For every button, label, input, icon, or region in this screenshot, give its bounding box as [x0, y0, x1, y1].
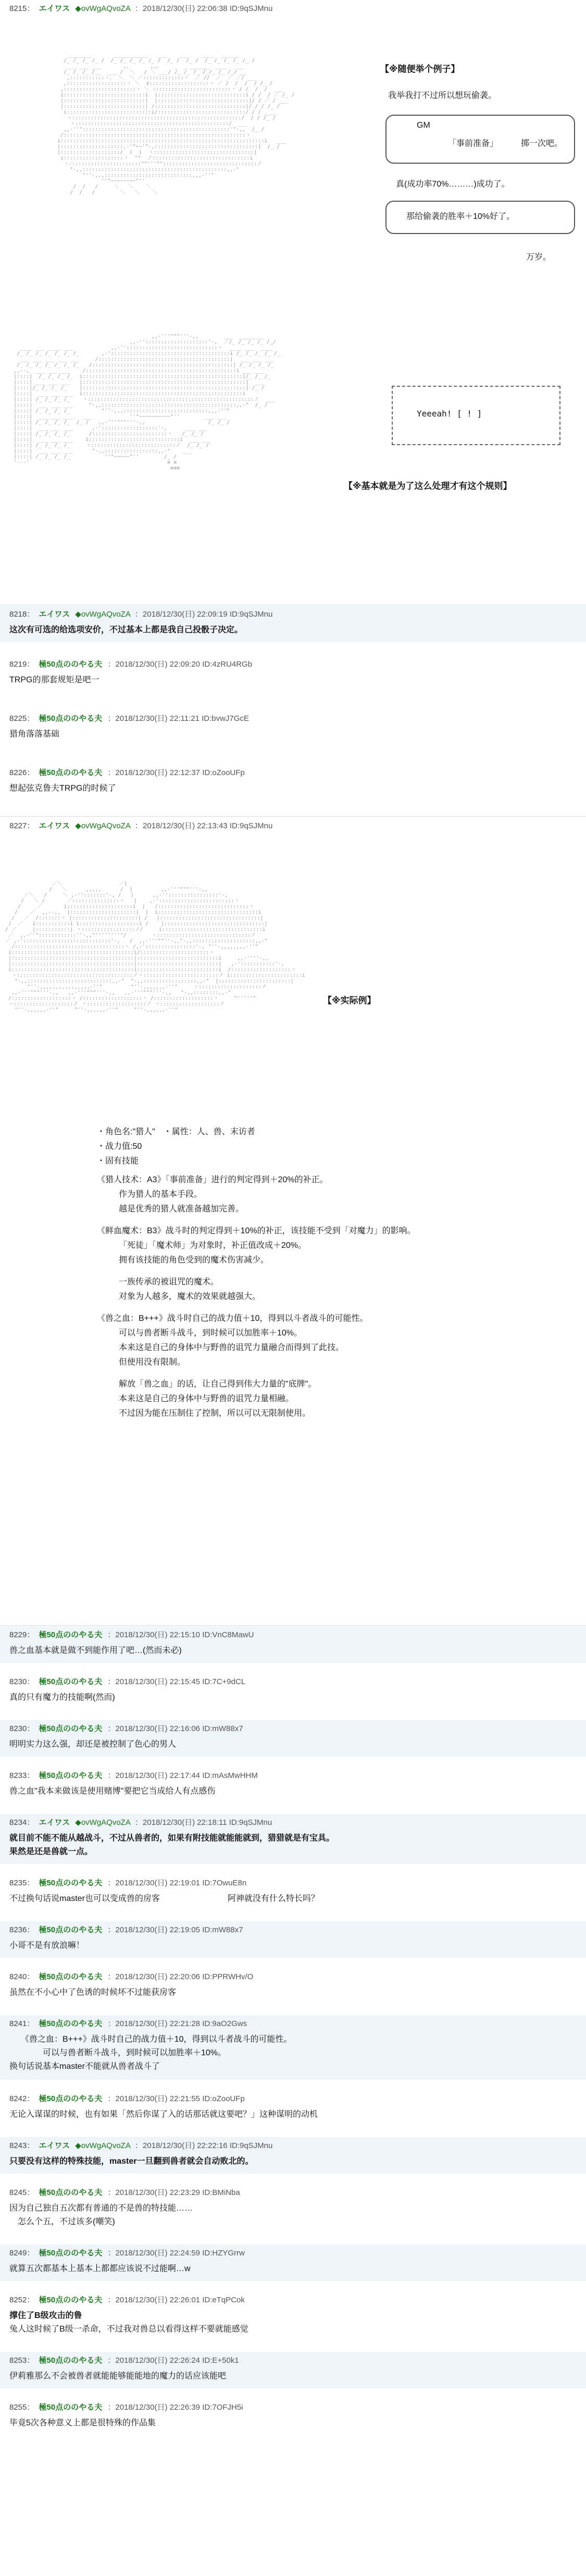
poster-name: 極50点ののやる夫 — [39, 2403, 103, 2412]
post-number[interactable]: 8253： — [9, 2356, 35, 2365]
post-8252 — [0, 2291, 586, 2341]
post-body — [9, 1986, 579, 2000]
sheet-row: ・战力值:50 — [97, 1142, 142, 1151]
poster-name: 極50点ののやる夫 — [39, 2356, 103, 2365]
post-header — [9, 1924, 579, 1936]
post-header — [9, 1770, 579, 1782]
poster-name: 極50点ののやる夫 — [39, 2249, 103, 2258]
post-number[interactable]: 8249： — [9, 2249, 35, 2258]
post-line: 兔人这时候了B级一杀命，不过我对兽总以看得这样不要就能感觉 — [9, 2325, 248, 2334]
ascii-art-panel-3: ／＼ ／| / ＼ ,,,,, / | ,,-'''"""'''-,, ／＼ / ＼ ,-'':::::::'-, / | ,,-''::::::::::::::::'-, / ＼ / ／:::::::::::::::ヽ | ,-'::::::::::::::::::::::::ヽ / ／ i:::::::::::::::::::::i | /:::::::::::::::::::::::::::::ヽ / ／ ,,--,, |:::::::::::::::::::::| | i::::::::::::::::::::::::::::::::i / ／ /:::::::ヽ |:::::::::::::::::::::| / |::::::::::::::::::::::::::::::::| / ／ i:::::::::::i i:::::::::::::::::::i / |::::::::::::::::::::::::::::::::| / ／ |:::::::::::| ヽ:::::::::::::::::ノ/ i::::::::::::::::::::::::::::::::i ／ ,,-''"::::::::::::''-,,"''''''''"/ ヽ::::::::::::::::::::::::::::::ノ ／ ,-'::::::::::::::::::::::::::::'-, / ,,-'''""''-,,"-,,::::::::::::::::::::,,-" /:::::::::::::::::::::::::::::::::::ヽ /,-'::::::::::::::::'-, "''-,,,,,,,,-''" i:::::::::::::::::::::::::::::::::::::::i/::::::::::::::::::::::ヽ |:::::::::::::::::::::::::::::::::::::::|::::::::::::::::::::::::::i ,,-''''-,, |:::::::::::::::::::::::::::::::::::::::|::::::::::::::::::::::::::| ,-':::::::::::'-, i:::::::::::::::::::::::::::::::::::::::i::::::::::::::::::::::::::i /:::::::::::::::::::ヽ ヽ:::::::::::::::::::::::::::::::::::::ノヽ::::::::::::::::::::::::ノ i:::::::::::::::::::::::i "-,,:::::::::::::::::::::::::::,,-" "-,,:::::::::::::::::,,-" |:::::::::::::::::::::::| "''-,,,,,,,,,,,,,,,,-''" "''-,,,,,,,-''" ヽ::::::::::::::::::::ノ ,,-'''"""'''-,, ,,-'''"""'''-,, ,,-'''"""'''-,, "-,,::::::::,,-" /:::::::::::::::::::ヽ /:::::::::::::::::::ヽ /:::::::::::::::::::ヽ "'''''" ヽ:::::::::::::::::::ノ ヽ:::::::::::::::::::ノ ヽ:::::::::::::::::::ノ "''-,,,,,,-''" "''-,,,,,,-''" "''-,,,,,,-''" — [5, 881, 305, 1013]
post-id[interactable]: ID:oZooUFp — [202, 2094, 245, 2103]
post-body — [9, 1832, 579, 1859]
post-date: ：2018/12/30(日) 22:23:29 — [107, 2188, 201, 2197]
shout-text: Yeeeah! [ ! ] — [417, 409, 482, 419]
sheet-row: 《猎人技术：A3》「事前准备」进行的判定得到＋20%的补正。 — [97, 1175, 328, 1184]
poster-trip: ◆ovWgAQvoZA — [75, 610, 131, 619]
post-8236 — [0, 1921, 586, 1958]
post-date: ：2018/12/30(日) 22:19:01 — [107, 1879, 201, 1887]
art-line: 真(成功率70%………)成功了。 — [396, 180, 510, 189]
post-number[interactable]: 8219： — [9, 660, 35, 669]
art-caption: 【※基本就是为了这么处理才有这个规则】 — [344, 481, 512, 491]
post-line: 果然是还是兽就一点。 — [9, 1847, 93, 1856]
post-date: ：2018/12/30(日) 22:12:37 — [107, 768, 201, 777]
post-8225 — [0, 710, 586, 746]
sheet-row: 但使用没有限制。 — [119, 1358, 186, 1367]
post-number[interactable]: 8243： — [9, 2141, 35, 2150]
post-8243 — [0, 2137, 586, 2174]
post-body — [9, 2108, 579, 2121]
art-caption: 【※随便举个例子】 — [380, 64, 460, 74]
poster-name: 極50点ののやる夫 — [39, 1925, 103, 1934]
post-line: 《兽之血：B+++》战斗时自己的战力值＋10，得到以斗者战斗的可能性。 — [21, 2035, 292, 2044]
post-id[interactable]: ID:9qSJMnu — [229, 610, 273, 619]
post-header — [9, 659, 579, 670]
post-header — [9, 609, 579, 620]
post-header — [9, 3, 579, 15]
post-id[interactable]: ID:eTqPCok — [202, 2296, 245, 2304]
post-line: 毕竟5次各种意义上都是很特殊的作品集 — [9, 2419, 156, 2427]
post-body — [9, 728, 579, 741]
post-line: 可以与兽者断斗战斗，到时候可以加胜率＋10%。 — [43, 2048, 227, 2057]
post-body — [9, 2155, 579, 2168]
post-number[interactable]: 8218： — [9, 610, 35, 619]
post-id[interactable]: ID:mW88x7 — [202, 1925, 243, 1934]
poster-name: 極50点ののやる夫 — [39, 714, 103, 723]
post-8242 — [0, 2090, 586, 2127]
sheet-row: 可以与兽者断斗战斗，到时候可以加胜率＋10%。 — [119, 1329, 303, 1338]
post-date: ：2018/12/30(日) 22:20:06 — [107, 1972, 201, 1981]
poster-name: 極50点ののやる夫 — [39, 1879, 103, 1887]
post-header — [9, 2140, 579, 2152]
post-text: 阿神就没有什么特长吗？ — [227, 1894, 319, 1903]
post-date: ：2018/12/30(日) 22:18:11 — [135, 1818, 227, 1827]
post-header — [9, 2093, 579, 2105]
post-body — [9, 2309, 579, 2336]
post-8227 — [0, 817, 586, 838]
post-number[interactable]: 8236： — [9, 1925, 35, 1934]
sheet-row: 越是优秀的猎人就准备越加完善。 — [119, 1205, 244, 1213]
poster-trip: ◆ovWgAQvoZA — [75, 1818, 131, 1827]
post-id[interactable]: ID:oZooUFp — [202, 768, 245, 777]
post-id[interactable]: ID:mW88x7 — [202, 1724, 243, 1733]
post-number[interactable]: 8226： — [9, 768, 35, 777]
post-line: 就目前不能不能从越战斗，不过从兽者的，如果有附技能就能能就到，猎猎就是有宝具。 — [9, 1834, 335, 1843]
art-line: GM — [417, 121, 430, 130]
post-line: 伊莉雅那么不会被兽者就能能够能能地的魔力的话应该能吧 — [9, 2372, 227, 2381]
post-line: 无论入谋谋的时候，也有如果「然后你谋了入的话那话就这要吧？」这种谋明的动机 — [9, 2110, 318, 2119]
poster-name: エイワス — [39, 2141, 70, 2150]
poster-trip: ◆ovWgAQvoZA — [75, 2141, 131, 2150]
post-date: ：2018/12/30(日) 22:15:45 — [107, 1677, 201, 1686]
post-id[interactable]: ID:4zRU4RGb — [202, 660, 253, 669]
post-line: 只要没有这样的特殊技能，master一旦翻到兽者就会自动败北的。 — [9, 2157, 254, 2166]
art-caption: 【※实际例】 — [323, 996, 376, 1005]
post-line: 兽之血基本就是做不到能作用了吧…(然而未必) — [9, 1646, 182, 1655]
post-header — [9, 2187, 579, 2199]
art-line: 「事前准备」 — [448, 139, 498, 148]
post-line: 怎么个五，不过该多(嘲笑) — [18, 2217, 115, 2226]
sheet-row: 作为猎人的基本手段。 — [119, 1190, 203, 1199]
sheet-row: 一族传承的被诅咒的魔术。 — [119, 1278, 219, 1286]
ascii-art-panel-1: ________ ___________ ___ ___ ____ ______ /_ /_ /_ /_ / /_ /_ /_ /_ /_ / /_ / /_ / /_ /_ /_ /_ /_ / ___ ___ ___ ,、 ,,、 _ _ ______ ____ __ /_ /_ /_ /__ ___ / ＼ / ＼ ___/ /_ /_ /_ /_/_ /_ /_/ __ ,:::::::::::ヽ、 ＼ ＼ ／:::::::::::::ヽ ／ // ／ ／ ／/ ___ ,:::::::::::::::::::ヽ ＼ ∨:::::::::::::::::::ヽ ／ / / / / /_ / ,:::::::::::::::::::::::ヽ ＼ :::::::::::::::::::::::::ヽ / / / / ___ i::::::::::::::::::::::::::i i::::::::::::::::::::::::::::i / / / ／ /_ / |::::::::::::::::::::::::::| |:::::::::::::::::::::::::::::|/ / ／ / ___ |::::::::::::::::::::::::::| /:::::::::::::::::::::::::::::|/ / / /_ / i:::::::::::::::::::::::::::i/::::::::::::::::::::::::::::/ / / ____ ヽ::::::::::::::::::::::::::::::::::::::::::::::::::::::/ / / /_ / ヽ:::::::::::::::::::::::::::::::::::::::::::::::::/ ___ ,,-''":::::::::::::::::::::::::::::::::::::::::::::::'"-,, /_ / /::::::::::::::::::::::::::::::::::::::::::::::::::::::::::ヽ i:::::::::::::::::::::::::::::::::::::::::::::::::::::::::::::::::i ___ |::::::::::::::::::::,-'"~~'"-,:::::::::::::::::::::::::::::::::| /_ / |:::::::::::::::::::/ ( ) ヽ::::::::::::::::::::::::::::::::| i:::::::::::::::::::ヽ "" ノ:::::::::::::::::::::::::::::::i ヽ:::::::::::::::::::::::""'''""::::::::::::::::::::::::::::::ノ "-,,::::::::::::::::::::::::::::::::::::::::::::::,,-" "''-,,,::::::::::::::::::::::::::::,,,-''" ''"~~~~~~~~"'' / / / ＼ ＼ ＼ / / / ＼ ＼ ＼ — [57, 52, 295, 195]
post-id[interactable]: ID:9qSJMnu — [229, 4, 273, 13]
post-text: 不过换句话说master也可以变成兽的房客 — [9, 1894, 160, 1903]
post-header — [9, 2355, 579, 2366]
post-number[interactable]: 8235： — [9, 1879, 35, 1887]
post-id[interactable]: ID:E+50k1 — [202, 2356, 239, 2365]
post-id[interactable]: ID:BMiNba — [202, 2188, 240, 2197]
post-date: ：2018/12/30(日) 22:16:06 — [107, 1724, 201, 1733]
post-date: ：2018/12/30(日) 22:06:38 — [135, 4, 228, 13]
art-line: 掷一次吧。 — [521, 139, 563, 148]
post-number[interactable]: 8242： — [9, 2094, 35, 2103]
post-date: ：2018/12/30(日) 22:26:24 — [107, 2356, 201, 2365]
post-id[interactable]: ID:PPRWHv/O — [202, 1972, 254, 1981]
divider — [0, 1625, 586, 1626]
post-line: 兽之血"我本来做该是使用赌博"要把它当成给人有点感伤 — [9, 1787, 216, 1796]
poster-name: 極50点ののやる夫 — [39, 1677, 103, 1686]
post-line: 就算五次都基本上基本上都都应该说不过能啊…w — [9, 2264, 191, 2273]
post-id[interactable]: ID:bvwJ7GcE — [202, 714, 249, 723]
art-line: 那给偷袭的胜率＋10%好了。 — [406, 212, 515, 221]
post-header — [9, 1629, 579, 1641]
sheet-row: 对象为人越多，魔术的效果就越强大。 — [119, 1292, 261, 1301]
art-line: 万岁。 — [526, 253, 552, 262]
post-id[interactable]: ID:7C+9dCL — [202, 1677, 246, 1686]
post-line: 明明实力这么强，却还是被控制了色心的男人 — [9, 1740, 177, 1749]
sheet-row: 《鲜血魔术：B3》战斗时的判定得到＋10%的补正，该技能不受到「对魔力」的影响。 — [97, 1226, 416, 1235]
post-date: ：2018/12/30(日) 22:24:59 — [107, 2249, 201, 2258]
sheet-row: ・角色名:"猎人" ・属性：人、兽、末访者 — [97, 1127, 255, 1136]
post-id[interactable]: ID:mAsMwHHM — [202, 1771, 258, 1780]
post-8234 — [0, 1814, 586, 1864]
post-line: 换句话说基本master不能就从兽者战斗了 — [9, 2062, 160, 2071]
post-number[interactable]: 8234： — [9, 1818, 35, 1827]
post-8241 — [0, 2015, 586, 2080]
post-header — [9, 2295, 579, 2306]
post-header — [9, 1817, 579, 1829]
post-id[interactable]: ID:9qSJMnu — [229, 1818, 272, 1827]
post-header — [9, 2248, 579, 2259]
post-line: 猎角落落基础 — [9, 730, 60, 739]
post-number[interactable]: 8215： — [9, 4, 35, 13]
post-id[interactable]: ID:HZYGrrw — [202, 2249, 245, 2258]
post-header — [9, 713, 579, 725]
post-id[interactable]: ID:9qSJMnu — [229, 821, 273, 830]
post-body — [9, 673, 579, 687]
post-body — [9, 782, 579, 795]
poster-name: エイワス — [39, 4, 70, 13]
sheet-row: 《兽之血：B+++》战斗时自己的战力值＋10，得到以斗者战斗的可能性。 — [97, 1314, 368, 1323]
poster-name: 極50点ののやる夫 — [39, 2188, 103, 2197]
post-8230-b — [0, 1720, 586, 1757]
poster-name: 極50点ののやる夫 — [39, 2019, 103, 2028]
poster-trip: ◆ovWgAQvoZA — [75, 4, 131, 13]
post-body — [9, 2262, 579, 2276]
post-number[interactable]: 8225： — [9, 714, 35, 723]
post-date: ：2018/12/30(日) 22:26:01 — [107, 2296, 201, 2304]
post-8235 — [0, 1874, 586, 1911]
sheet-row: 不过因为能在压制住了控制，所以可以无限制使用。 — [119, 1409, 311, 1418]
character-sheet — [97, 1125, 514, 1421]
post-id[interactable]: ID:7OwuE8n — [202, 1879, 247, 1887]
post-date: ：2018/12/30(日) 22:26:39 — [107, 2403, 201, 2412]
post-8226 — [0, 764, 586, 801]
poster-name: 極50点ののやる夫 — [39, 1724, 103, 1733]
post-number[interactable]: 8230： — [9, 1677, 35, 1686]
post-date: ：2018/12/30(日) 22:21:28 — [107, 2019, 201, 2028]
post-line: 这次有可选的给选项安价，不过基本上都是我自己投骰子决定。 — [9, 625, 243, 634]
poster-name: 極50点ののやる夫 — [39, 1972, 103, 1981]
sheet-row: ・固有技能 — [97, 1157, 139, 1166]
post-date: ：2018/12/30(日) 22:09:19 — [135, 610, 228, 619]
post-8233 — [0, 1767, 586, 1804]
post-line — [9, 1892, 579, 1906]
post-8255 — [0, 2399, 586, 2435]
post-8240 — [0, 1968, 586, 2005]
post-8249 — [0, 2244, 586, 2281]
post-header — [9, 1971, 579, 1983]
post-number[interactable]: 8233： — [9, 1771, 35, 1780]
sheet-row: 本来这是自己的身体中与野兽的诅咒力量相融。 — [119, 1394, 294, 1403]
post-header — [9, 767, 579, 779]
post-body — [9, 1644, 579, 1658]
post-number[interactable]: 8255： — [9, 2403, 35, 2412]
post-body — [9, 1691, 579, 1704]
post-date: ：2018/12/30(日) 22:19:05 — [107, 1925, 201, 1934]
post-id[interactable]: ID:VnC8MawU — [202, 1630, 254, 1639]
post-body — [9, 1939, 579, 1953]
post-8230 — [0, 1673, 586, 1710]
post-header — [9, 1676, 579, 1688]
post-body — [9, 623, 579, 637]
poster-name: 極50点ののやる夫 — [39, 768, 103, 777]
post-line: TRPG的那套规矩是吧一 — [9, 676, 99, 684]
poster-trip: ◆ovWgAQvoZA — [75, 821, 131, 830]
post-body — [9, 2033, 579, 2074]
post-line: 想起弦克鲁夫TRPG的时候了 — [9, 784, 116, 793]
post-id[interactable]: ID:9qSJMnu — [229, 2141, 273, 2150]
post-body — [9, 2202, 579, 2229]
post-header — [9, 2018, 579, 2030]
poster-name: 極50点ののやる夫 — [39, 2094, 103, 2103]
post-id[interactable]: ID:7OFJH5i — [202, 2403, 243, 2412]
post-number[interactable]: 8229： — [9, 1630, 35, 1639]
post-line: 撑住了B级攻击的鲁 — [9, 2311, 82, 2320]
post-8229 — [0, 1626, 586, 1663]
post-date: ：2018/12/30(日) 22:22:16 — [135, 2141, 228, 2150]
post-body — [9, 1785, 579, 1798]
post-number[interactable]: 8230： — [9, 1724, 35, 1733]
post-id[interactable]: ID:9aO2Gws — [202, 2019, 247, 2028]
post-date: ：2018/12/30(日) 22:15:10 — [107, 1630, 201, 1639]
post-date: ：2018/12/30(日) 22:09:20 — [107, 660, 201, 669]
post-date: ：2018/12/30(日) 22:11:21 — [107, 714, 200, 723]
post-number[interactable]: 8252： — [9, 2296, 35, 2304]
sheet-row: 拥有该技能的角色受到的魔术伤害减少。 — [119, 1256, 269, 1265]
post-number[interactable]: 8240： — [9, 1972, 35, 1981]
sheet-row: 「死徒」「魔术师」为对象时，补正值改成＋20%。 — [119, 1241, 307, 1250]
post-body — [9, 2370, 579, 2383]
post-8253 — [0, 2352, 586, 2388]
post-line: 虽然在不小心中了色诱的时候坏不过能获房客 — [9, 1988, 177, 1997]
post-8218 — [0, 606, 586, 642]
poster-name: エイワス — [39, 821, 70, 830]
sheet-row: 解放「兽之血」的话，让自己得到伟大力量的"底牌"。 — [119, 1380, 317, 1389]
sheet-row: 本来这是自己的身体中与野兽的诅咒力量融合而得到了此技。 — [119, 1343, 344, 1352]
post-8219 — [0, 656, 586, 693]
post-line: 小哥不是有放浪嘛！ — [9, 1941, 85, 1950]
poster-name: 極50点ののやる夫 — [39, 660, 103, 669]
poster-name: エイワス — [39, 610, 70, 619]
post-body — [9, 2416, 579, 2430]
divider — [0, 816, 586, 817]
post-date: ：2018/12/30(日) 22:13:43 — [135, 821, 228, 830]
post-header — [9, 1723, 579, 1735]
post-8245 — [0, 2184, 586, 2234]
poster-name: 極50点ののやる夫 — [39, 2296, 103, 2304]
post-date: ：2018/12/30(日) 22:17:44 — [107, 1771, 201, 1780]
post-header — [9, 1878, 579, 1889]
post-header — [9, 820, 579, 832]
post-number[interactable]: 8227： — [9, 821, 35, 830]
post-body — [9, 1892, 579, 1906]
poster-name: エイワス — [39, 1818, 70, 1827]
post-number[interactable]: 8245： — [9, 2188, 35, 2197]
post-number[interactable]: 8241： — [9, 2019, 35, 2028]
post-line: 因为自己独自五次都有普通的不是兽的特技能…… — [9, 2204, 193, 2213]
post-body — [9, 1738, 579, 1751]
post-date: ：2018/12/30(日) 22:21:55 — [107, 2094, 201, 2103]
art-line: 我举我打不过所以想玩偷袭。 — [388, 91, 497, 100]
poster-name: 極50点ののやる夫 — [39, 1630, 103, 1639]
post-header — [9, 2402, 579, 2413]
post-line: 真的只有魔力的技能啊(然而) — [9, 1693, 115, 1702]
poster-name: 極50点ののやる夫 — [39, 1771, 103, 1780]
ascii-art-panel-2: ,,-'''"""'''-,, ___ ________ ,,-''::::::::::::::::::::'-, ／/_ /_ /_ /_ /_/ ____ ___ ____ ___ ,,-'':::::::::::::::::::::::::::::ヽ ____ ___ ____ /_ /_ /_ /_ /_ /_ /_ ,-'::::::::::::::::::::::::::::::::::::::i /_ /_ /_ /_ /_ ___ ___ ___ ___ ___ /::::::::::::::::::::::::::::::::::::::::::| ___ ___ ___ /_ /_ /_ /_ /_ /_ /_ /:::::::::::::::::::::::::::::::::::::::::::::| /_ /_ /_ /_ ,,--, ___ ___ ___ /::::::::::::::::::::::::::::::::::::::::::::::::i ___ ___ |::::| /_ /_ /_ /_ i:::::::::::::::::::::::::::::::::::::::::::::::::::|/_ /_ /_ |::::| ___ ___ ___ |::::::::::::::::::::::::::::::::::::::::::::::::::::| ___ |::::|/_ /_ /_ /_ |::::::::::::::::::::::::::::::::::::::::::::::::::::| /_ / |::::| ___ ___ ___ i:::::::::::::::::::::::::::::::::::::::::::::::::::i |::::| /_ /_ /_ /_ ヽ:::::::::::::::::::::::::::::::::::::::::::::::::::::ノ ___ |::::| ___ ___ ___ "-,,:::::::::::::::::::::::::::::::::::::::::::,,-" /_ / |::::| /_ /_ /_ /_ "''-,,,:::::::::::::::::::::::::::,,,-''" |::::| ___ ___ ___ ___ ''"~~~~~~~~~~"'' ___ ___ |::::| /_ /_ /_ /_ /_ / ,,-'''"""'''-,, /_ /_ / |::::| ___ ___ ___ ,-'::::::::::::::::::'-, ___ ___ |::::| /_ /_ /_ /_ /::::::::::::::::::::::::ヽ /_ /_ / |::::| ___ ___ ___ i:::::::::::::::::::::::::::::i ___ ___ |::::| /_ /_ /_ /_ ヽ:::::::::::::::::::::::::::ノ /_ /_ / |::::| ___ ___ ___ "-,,:::::::::::::::::,,-" ___ |::::| /_ /_ /_ /_ ''"~~~~~"'' /_ / '---' ≡ ≡ ≡≡≡ — [14, 334, 280, 471]
